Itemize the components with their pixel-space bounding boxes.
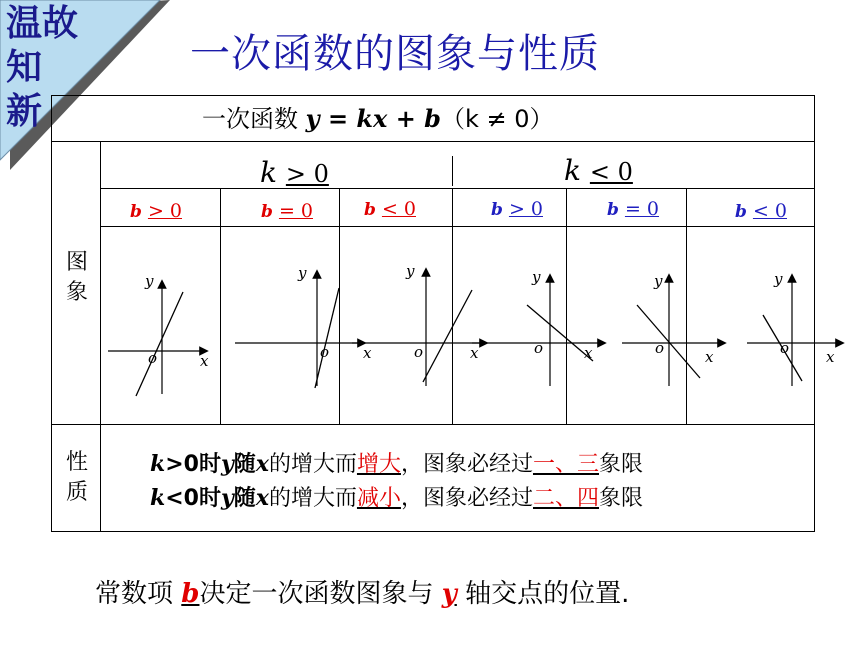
- b-case-1: [130, 200, 182, 222]
- k-symbol: k: [260, 156, 277, 189]
- prop-text: 的增大而: [268, 486, 357, 511]
- prop-quadrants: 一、三: [532, 452, 599, 477]
- page-title: 一次函数的图象与性质: [190, 31, 600, 77]
- prop-text: ，图象必经过: [400, 486, 533, 511]
- origin-label: o: [655, 339, 665, 357]
- y-label: y: [774, 270, 783, 288]
- b-relation: < 0: [752, 200, 787, 222]
- y-label: y: [145, 272, 154, 290]
- b-relation: = 0: [624, 198, 659, 220]
- conclusion-sentence: [95, 573, 629, 610]
- graph-line: [315, 288, 339, 388]
- b-case-2: [261, 200, 313, 222]
- prop-answer: 减小: [356, 486, 401, 511]
- y-label: y: [654, 272, 663, 290]
- graphs-row: [100, 226, 835, 424]
- conclusion-y-answer: y: [441, 579, 457, 609]
- graph-k-pos-b-pos: [108, 272, 209, 396]
- y-symbol: y: [221, 485, 234, 511]
- header-prefix: 一次函数: [202, 105, 298, 133]
- row-divider: [52, 141, 814, 142]
- x-symbol: x: [255, 485, 269, 511]
- table-header: [202, 99, 554, 134]
- b-case-5: [607, 198, 659, 220]
- prop-text: 象限: [599, 486, 644, 511]
- prop-text: ，图象必经过: [400, 452, 533, 477]
- b-relation: > 0: [508, 198, 543, 220]
- x-label: x: [826, 348, 835, 366]
- badge-line-1: 温故: [6, 3, 79, 44]
- prop-text: 的增大而: [268, 452, 357, 477]
- badge-line-3: 新: [6, 91, 43, 132]
- row-divider: [52, 424, 814, 425]
- b-symbol: b: [130, 202, 142, 222]
- prop-quadrants: 二、四: [532, 486, 599, 511]
- origin-label: o: [534, 339, 544, 357]
- k-case-negative: [564, 154, 633, 187]
- origin-label: o: [320, 343, 330, 361]
- header-formula: y = kx + b: [305, 104, 441, 133]
- row-label-graph-text: 图象: [65, 250, 88, 305]
- graph-line: [136, 292, 183, 396]
- b-relation: < 0: [381, 198, 416, 220]
- b-symbol: b: [491, 200, 503, 220]
- x-label: x: [584, 344, 593, 362]
- header-condition: （k ≠ 0）: [440, 105, 554, 133]
- k-symbol: k: [150, 485, 166, 511]
- k-relation: < 0: [589, 158, 633, 186]
- prop-text: 随: [233, 452, 256, 477]
- row-divider: [100, 188, 814, 189]
- graph-k-neg-b-pos: [472, 268, 602, 386]
- graph-k-neg-b-neg: [747, 270, 840, 386]
- b-symbol: b: [607, 200, 619, 220]
- conclusion-text: 轴交点的位置.: [465, 579, 630, 609]
- b-relation: > 0: [147, 200, 182, 222]
- conclusion-b-answer: b: [181, 579, 200, 609]
- b-case-3: [364, 198, 416, 220]
- prop-cond: >0时: [165, 452, 221, 477]
- x-label: x: [705, 348, 714, 366]
- graph-k-pos-b-zero: [235, 264, 372, 388]
- row-label-property: [64, 448, 90, 508]
- properties-table: [51, 95, 835, 532]
- y-label: y: [406, 262, 415, 280]
- k-relation: > 0: [285, 160, 329, 188]
- prop-text: 随: [233, 486, 256, 511]
- property-line-1: [150, 447, 643, 478]
- x-label: x: [470, 344, 479, 362]
- origin-label: o: [780, 339, 790, 357]
- badge-line-2: 知: [6, 47, 43, 88]
- x-label: x: [363, 344, 372, 362]
- x-label: x: [200, 352, 209, 370]
- y-label: y: [298, 264, 307, 282]
- graph-line: [423, 290, 472, 382]
- graph-k-pos-b-neg: [352, 262, 484, 386]
- y-label: y: [532, 268, 541, 286]
- property-line-2: [150, 481, 643, 512]
- row-label-property-text: 性质: [65, 450, 88, 505]
- row-label-graph: [64, 248, 90, 308]
- y-symbol: y: [221, 451, 234, 477]
- prop-answer: 增大: [356, 452, 401, 477]
- b-case-4: [491, 198, 543, 220]
- prop-text: 象限: [599, 452, 644, 477]
- x-symbol: x: [255, 451, 269, 477]
- b-symbol: b: [364, 200, 376, 220]
- b-symbol: b: [735, 202, 747, 222]
- k-case-positive: [260, 156, 329, 189]
- b-relation: = 0: [278, 200, 313, 222]
- b-symbol: b: [261, 202, 273, 222]
- b-case-6: [735, 200, 787, 222]
- k-symbol: k: [150, 451, 166, 477]
- origin-label: o: [148, 349, 158, 367]
- conclusion-text: 常数项: [95, 579, 174, 609]
- origin-label: o: [414, 343, 424, 361]
- conclusion-text: 决定一次函数图象与: [199, 579, 434, 609]
- col-divider: [452, 156, 453, 186]
- prop-cond: <0时: [165, 486, 221, 511]
- graph-k-neg-b-zero: [622, 272, 722, 386]
- k-symbol: k: [564, 154, 581, 187]
